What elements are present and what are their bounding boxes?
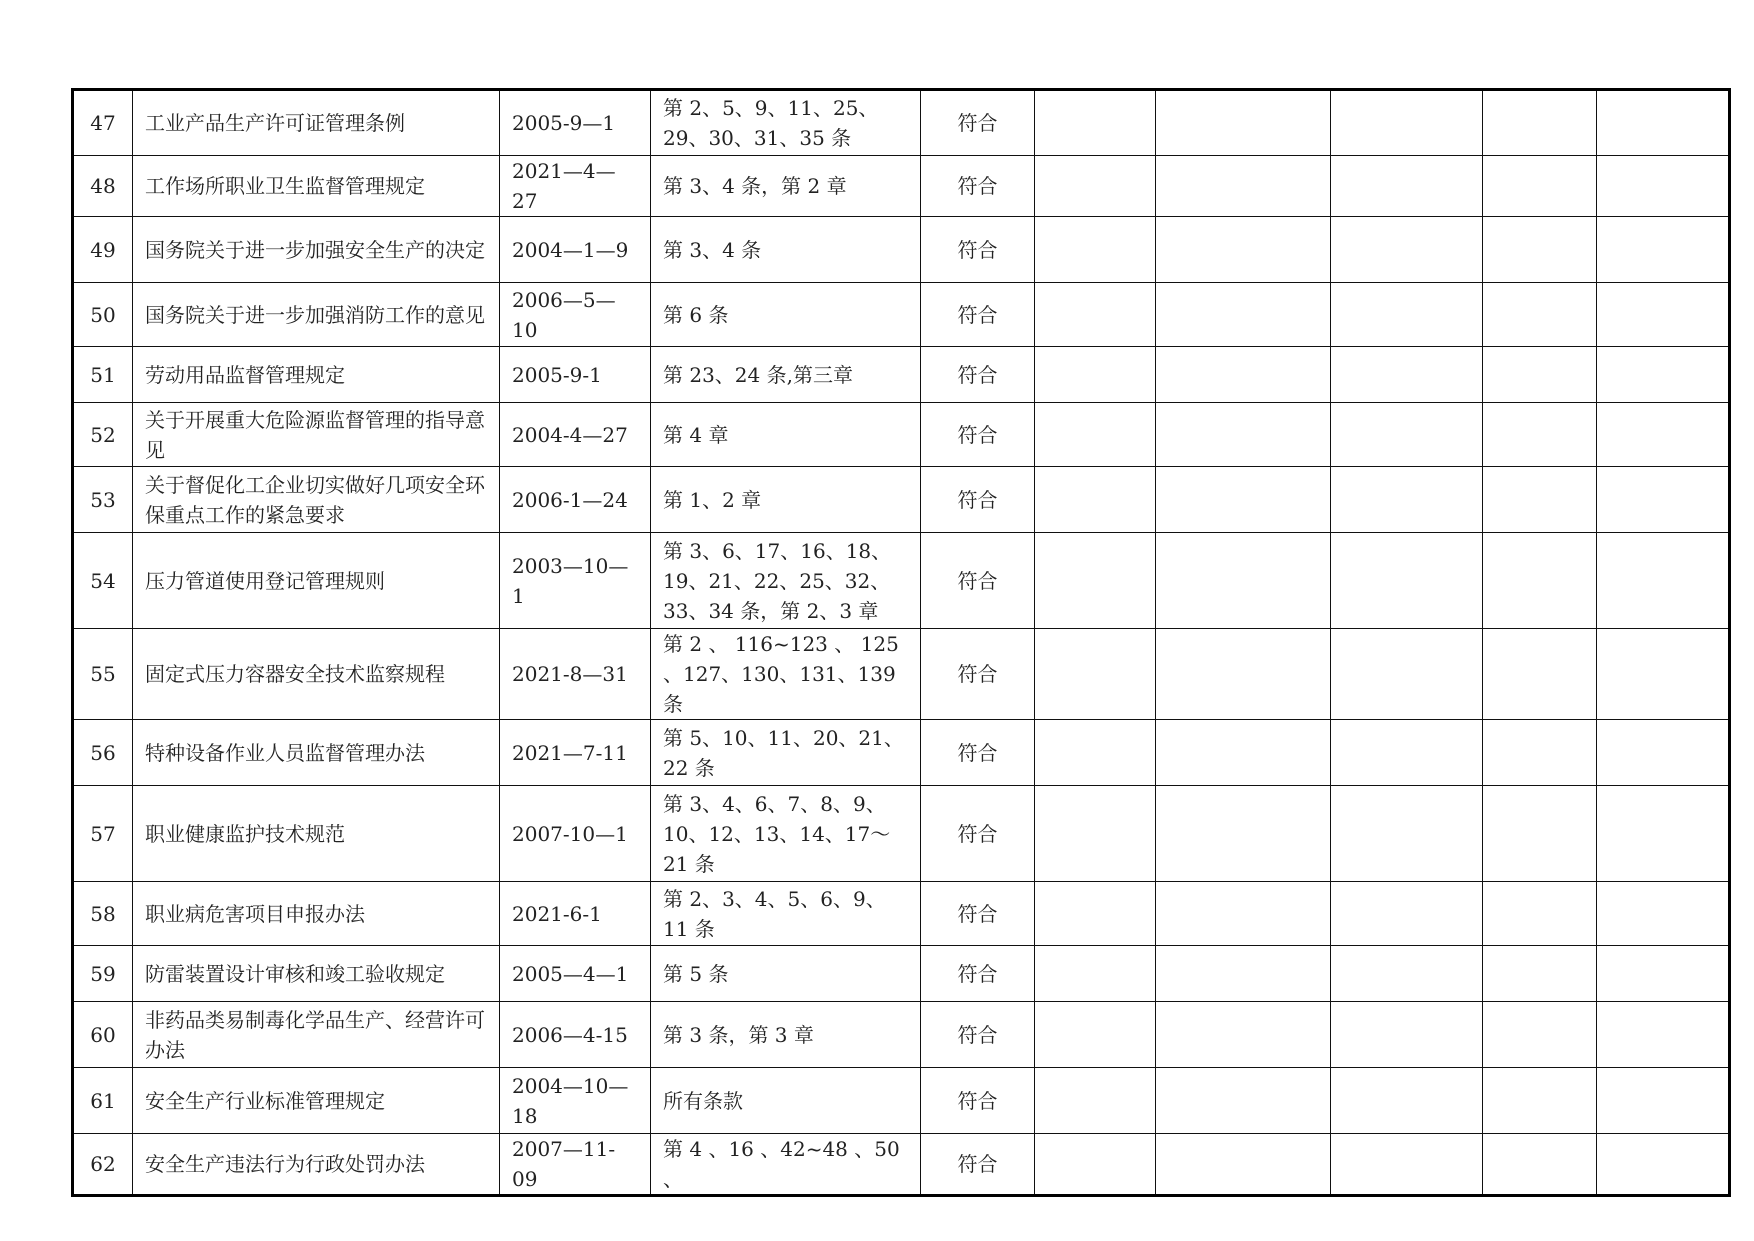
table-row	[73, 882, 1730, 946]
row-number: 53	[73, 467, 133, 533]
empty-cell	[1597, 1134, 1730, 1196]
regulation-name: 防雷装置设计审核和竣工验收规定	[133, 946, 500, 1002]
applicable-clauses: 第 6 条	[651, 283, 921, 347]
empty-cell	[1597, 629, 1730, 720]
effective-date: 2005-9—1	[500, 90, 651, 156]
empty-cell	[1156, 283, 1331, 347]
table-row	[73, 403, 1730, 467]
compliance-status: 符合	[921, 946, 1035, 1002]
applicable-clauses: 第 23、24 条,第三章	[651, 347, 921, 403]
applicable-clauses: 第 3、6、17、16、18、19、21、22、25、32、33、34 条，第 2、3 章	[651, 533, 921, 629]
table-row	[73, 347, 1730, 403]
empty-cell	[1035, 90, 1156, 156]
regulation-name: 压力管道使用登记管理规则	[133, 533, 500, 629]
empty-cell	[1331, 720, 1483, 786]
row-number: 58	[73, 882, 133, 946]
empty-cell	[1483, 217, 1597, 283]
regulation-name: 固定式压力容器安全技术监察规程	[133, 629, 500, 720]
row-number: 49	[73, 217, 133, 283]
compliance-status: 符合	[921, 156, 1035, 217]
applicable-clauses: 第 5、10、11、20、21、22 条	[651, 720, 921, 786]
empty-cell	[1331, 467, 1483, 533]
empty-cell	[1035, 156, 1156, 217]
empty-cell	[1035, 786, 1156, 882]
applicable-clauses: 第 2、5、9、11、25、29、30、31、35 条	[651, 90, 921, 156]
row-number: 50	[73, 283, 133, 347]
empty-cell	[1331, 347, 1483, 403]
empty-cell	[1483, 1002, 1597, 1068]
empty-cell	[1331, 1068, 1483, 1134]
regulation-name: 劳动用品监督管理规定	[133, 347, 500, 403]
applicable-clauses: 第 3 条，第 3 章	[651, 1002, 921, 1068]
effective-date: 2021—7-11	[500, 720, 651, 786]
compliance-status: 符合	[921, 882, 1035, 946]
empty-cell	[1597, 533, 1730, 629]
empty-cell	[1035, 403, 1156, 467]
empty-cell	[1035, 467, 1156, 533]
empty-cell	[1597, 283, 1730, 347]
empty-cell	[1035, 217, 1156, 283]
regulation-name: 工业产品生产许可证管理条例	[133, 90, 500, 156]
empty-cell	[1597, 720, 1730, 786]
table-row	[73, 946, 1730, 1002]
effective-date: 2005—4—1	[500, 946, 651, 1002]
empty-cell	[1156, 629, 1331, 720]
compliance-status: 符合	[921, 283, 1035, 347]
regulation-name: 职业病危害项目申报办法	[133, 882, 500, 946]
empty-cell	[1597, 1068, 1730, 1134]
empty-cell	[1331, 1134, 1483, 1196]
compliance-status: 符合	[921, 403, 1035, 467]
applicable-clauses: 第 4 、16 、42~48 、50 、	[651, 1134, 921, 1196]
empty-cell	[1035, 283, 1156, 347]
compliance-status: 符合	[921, 720, 1035, 786]
empty-cell	[1483, 946, 1597, 1002]
empty-cell	[1597, 403, 1730, 467]
empty-cell	[1156, 720, 1331, 786]
empty-cell	[1156, 946, 1331, 1002]
empty-cell	[1156, 217, 1331, 283]
empty-cell	[1483, 1134, 1597, 1196]
empty-cell	[1331, 403, 1483, 467]
empty-cell	[1483, 283, 1597, 347]
empty-cell	[1035, 720, 1156, 786]
empty-cell	[1331, 786, 1483, 882]
empty-cell	[1483, 786, 1597, 882]
empty-cell	[1331, 217, 1483, 283]
effective-date: 2021-6-1	[500, 882, 651, 946]
table-row	[73, 720, 1730, 786]
effective-date: 2006—4-15	[500, 1002, 651, 1068]
row-number: 62	[73, 1134, 133, 1196]
regulation-name: 关于督促化工企业切实做好几项安全环保重点工作的紧急要求	[133, 467, 500, 533]
table-row	[73, 217, 1730, 283]
compliance-status: 符合	[921, 467, 1035, 533]
compliance-status: 符合	[921, 533, 1035, 629]
effective-date: 2007-10—1	[500, 786, 651, 882]
table-row	[73, 283, 1730, 347]
row-number: 48	[73, 156, 133, 217]
compliance-status: 符合	[921, 217, 1035, 283]
applicable-clauses: 第 1、2 章	[651, 467, 921, 533]
applicable-clauses: 第 3、4 条	[651, 217, 921, 283]
empty-cell	[1597, 347, 1730, 403]
compliance-status: 符合	[921, 90, 1035, 156]
row-number: 51	[73, 347, 133, 403]
compliance-status: 符合	[921, 1002, 1035, 1068]
effective-date: 2004—10—18	[500, 1068, 651, 1134]
compliance-status: 符合	[921, 1068, 1035, 1134]
regulation-name: 关于开展重大危险源监督管理的指导意见	[133, 403, 500, 467]
applicable-clauses: 所有条款	[651, 1068, 921, 1134]
effective-date: 2021—4—27	[500, 156, 651, 217]
empty-cell	[1156, 90, 1331, 156]
empty-cell	[1483, 533, 1597, 629]
empty-cell	[1597, 90, 1730, 156]
regulation-name: 职业健康监护技术规范	[133, 786, 500, 882]
table-row	[73, 467, 1730, 533]
empty-cell	[1597, 882, 1730, 946]
empty-cell	[1035, 1134, 1156, 1196]
table-body	[73, 90, 1730, 1196]
empty-cell	[1597, 946, 1730, 1002]
compliance-status: 符合	[921, 786, 1035, 882]
empty-cell	[1483, 720, 1597, 786]
effective-date: 2006—5—10	[500, 283, 651, 347]
applicable-clauses: 第 5 条	[651, 946, 921, 1002]
row-number: 59	[73, 946, 133, 1002]
empty-cell	[1483, 1068, 1597, 1134]
compliance-status: 符合	[921, 347, 1035, 403]
effective-date: 2004—1—9	[500, 217, 651, 283]
empty-cell	[1156, 1002, 1331, 1068]
regulation-name: 特种设备作业人员监督管理办法	[133, 720, 500, 786]
empty-cell	[1483, 629, 1597, 720]
table-row	[73, 629, 1730, 720]
empty-cell	[1331, 882, 1483, 946]
empty-cell	[1156, 156, 1331, 217]
effective-date: 2021-8—31	[500, 629, 651, 720]
applicable-clauses: 第 2 、 116~123 、 125 、127、130、131、139 条	[651, 629, 921, 720]
empty-cell	[1483, 156, 1597, 217]
empty-cell	[1331, 90, 1483, 156]
empty-cell	[1156, 786, 1331, 882]
table-row	[73, 1002, 1730, 1068]
table-row	[73, 786, 1730, 882]
empty-cell	[1483, 403, 1597, 467]
effective-date: 2004-4—27	[500, 403, 651, 467]
row-number: 57	[73, 786, 133, 882]
table-row	[73, 156, 1730, 217]
empty-cell	[1156, 882, 1331, 946]
empty-cell	[1483, 882, 1597, 946]
row-number: 52	[73, 403, 133, 467]
compliance-status: 符合	[921, 1134, 1035, 1196]
table-row	[73, 533, 1730, 629]
empty-cell	[1331, 156, 1483, 217]
regulation-name: 国务院关于进一步加强消防工作的意见	[133, 283, 500, 347]
empty-cell	[1156, 467, 1331, 533]
empty-cell	[1331, 1002, 1483, 1068]
empty-cell	[1331, 283, 1483, 347]
effective-date: 2006-1—24	[500, 467, 651, 533]
empty-cell	[1331, 946, 1483, 1002]
empty-cell	[1597, 786, 1730, 882]
regulation-name: 工作场所职业卫生监督管理规定	[133, 156, 500, 217]
empty-cell	[1483, 467, 1597, 533]
regulations-table	[71, 88, 1731, 1197]
empty-cell	[1483, 90, 1597, 156]
empty-cell	[1156, 1134, 1331, 1196]
regulation-name: 安全生产行业标准管理规定	[133, 1068, 500, 1134]
regulation-name: 非药品类易制毒化学品生产、经营许可办法	[133, 1002, 500, 1068]
effective-date: 2005-9-1	[500, 347, 651, 403]
empty-cell	[1331, 629, 1483, 720]
applicable-clauses: 第 2、3、4、5、6、9、11 条	[651, 882, 921, 946]
row-number: 60	[73, 1002, 133, 1068]
empty-cell	[1597, 217, 1730, 283]
table-row	[73, 90, 1730, 156]
empty-cell	[1597, 1002, 1730, 1068]
regulation-name: 安全生产违法行为行政处罚办法	[133, 1134, 500, 1196]
empty-cell	[1035, 533, 1156, 629]
empty-cell	[1035, 347, 1156, 403]
empty-cell	[1035, 882, 1156, 946]
empty-cell	[1597, 467, 1730, 533]
empty-cell	[1331, 533, 1483, 629]
row-number: 56	[73, 720, 133, 786]
empty-cell	[1156, 533, 1331, 629]
empty-cell	[1156, 1068, 1331, 1134]
applicable-clauses: 第 3、4、6、7、8、9、10、12、13、14、17～21 条	[651, 786, 921, 882]
empty-cell	[1483, 347, 1597, 403]
empty-cell	[1035, 1068, 1156, 1134]
row-number: 47	[73, 90, 133, 156]
empty-cell	[1156, 403, 1331, 467]
regulation-name: 国务院关于进一步加强安全生产的决定	[133, 217, 500, 283]
applicable-clauses: 第 3、4 条，第 2 章	[651, 156, 921, 217]
empty-cell	[1035, 1002, 1156, 1068]
row-number: 55	[73, 629, 133, 720]
compliance-status: 符合	[921, 629, 1035, 720]
applicable-clauses: 第 4 章	[651, 403, 921, 467]
table-row	[73, 1068, 1730, 1134]
effective-date: 2007—11-09	[500, 1134, 651, 1196]
table-row	[73, 1134, 1730, 1196]
empty-cell	[1156, 347, 1331, 403]
empty-cell	[1035, 629, 1156, 720]
row-number: 54	[73, 533, 133, 629]
effective-date: 2003—10—1	[500, 533, 651, 629]
empty-cell	[1597, 156, 1730, 217]
row-number: 61	[73, 1068, 133, 1134]
empty-cell	[1035, 946, 1156, 1002]
